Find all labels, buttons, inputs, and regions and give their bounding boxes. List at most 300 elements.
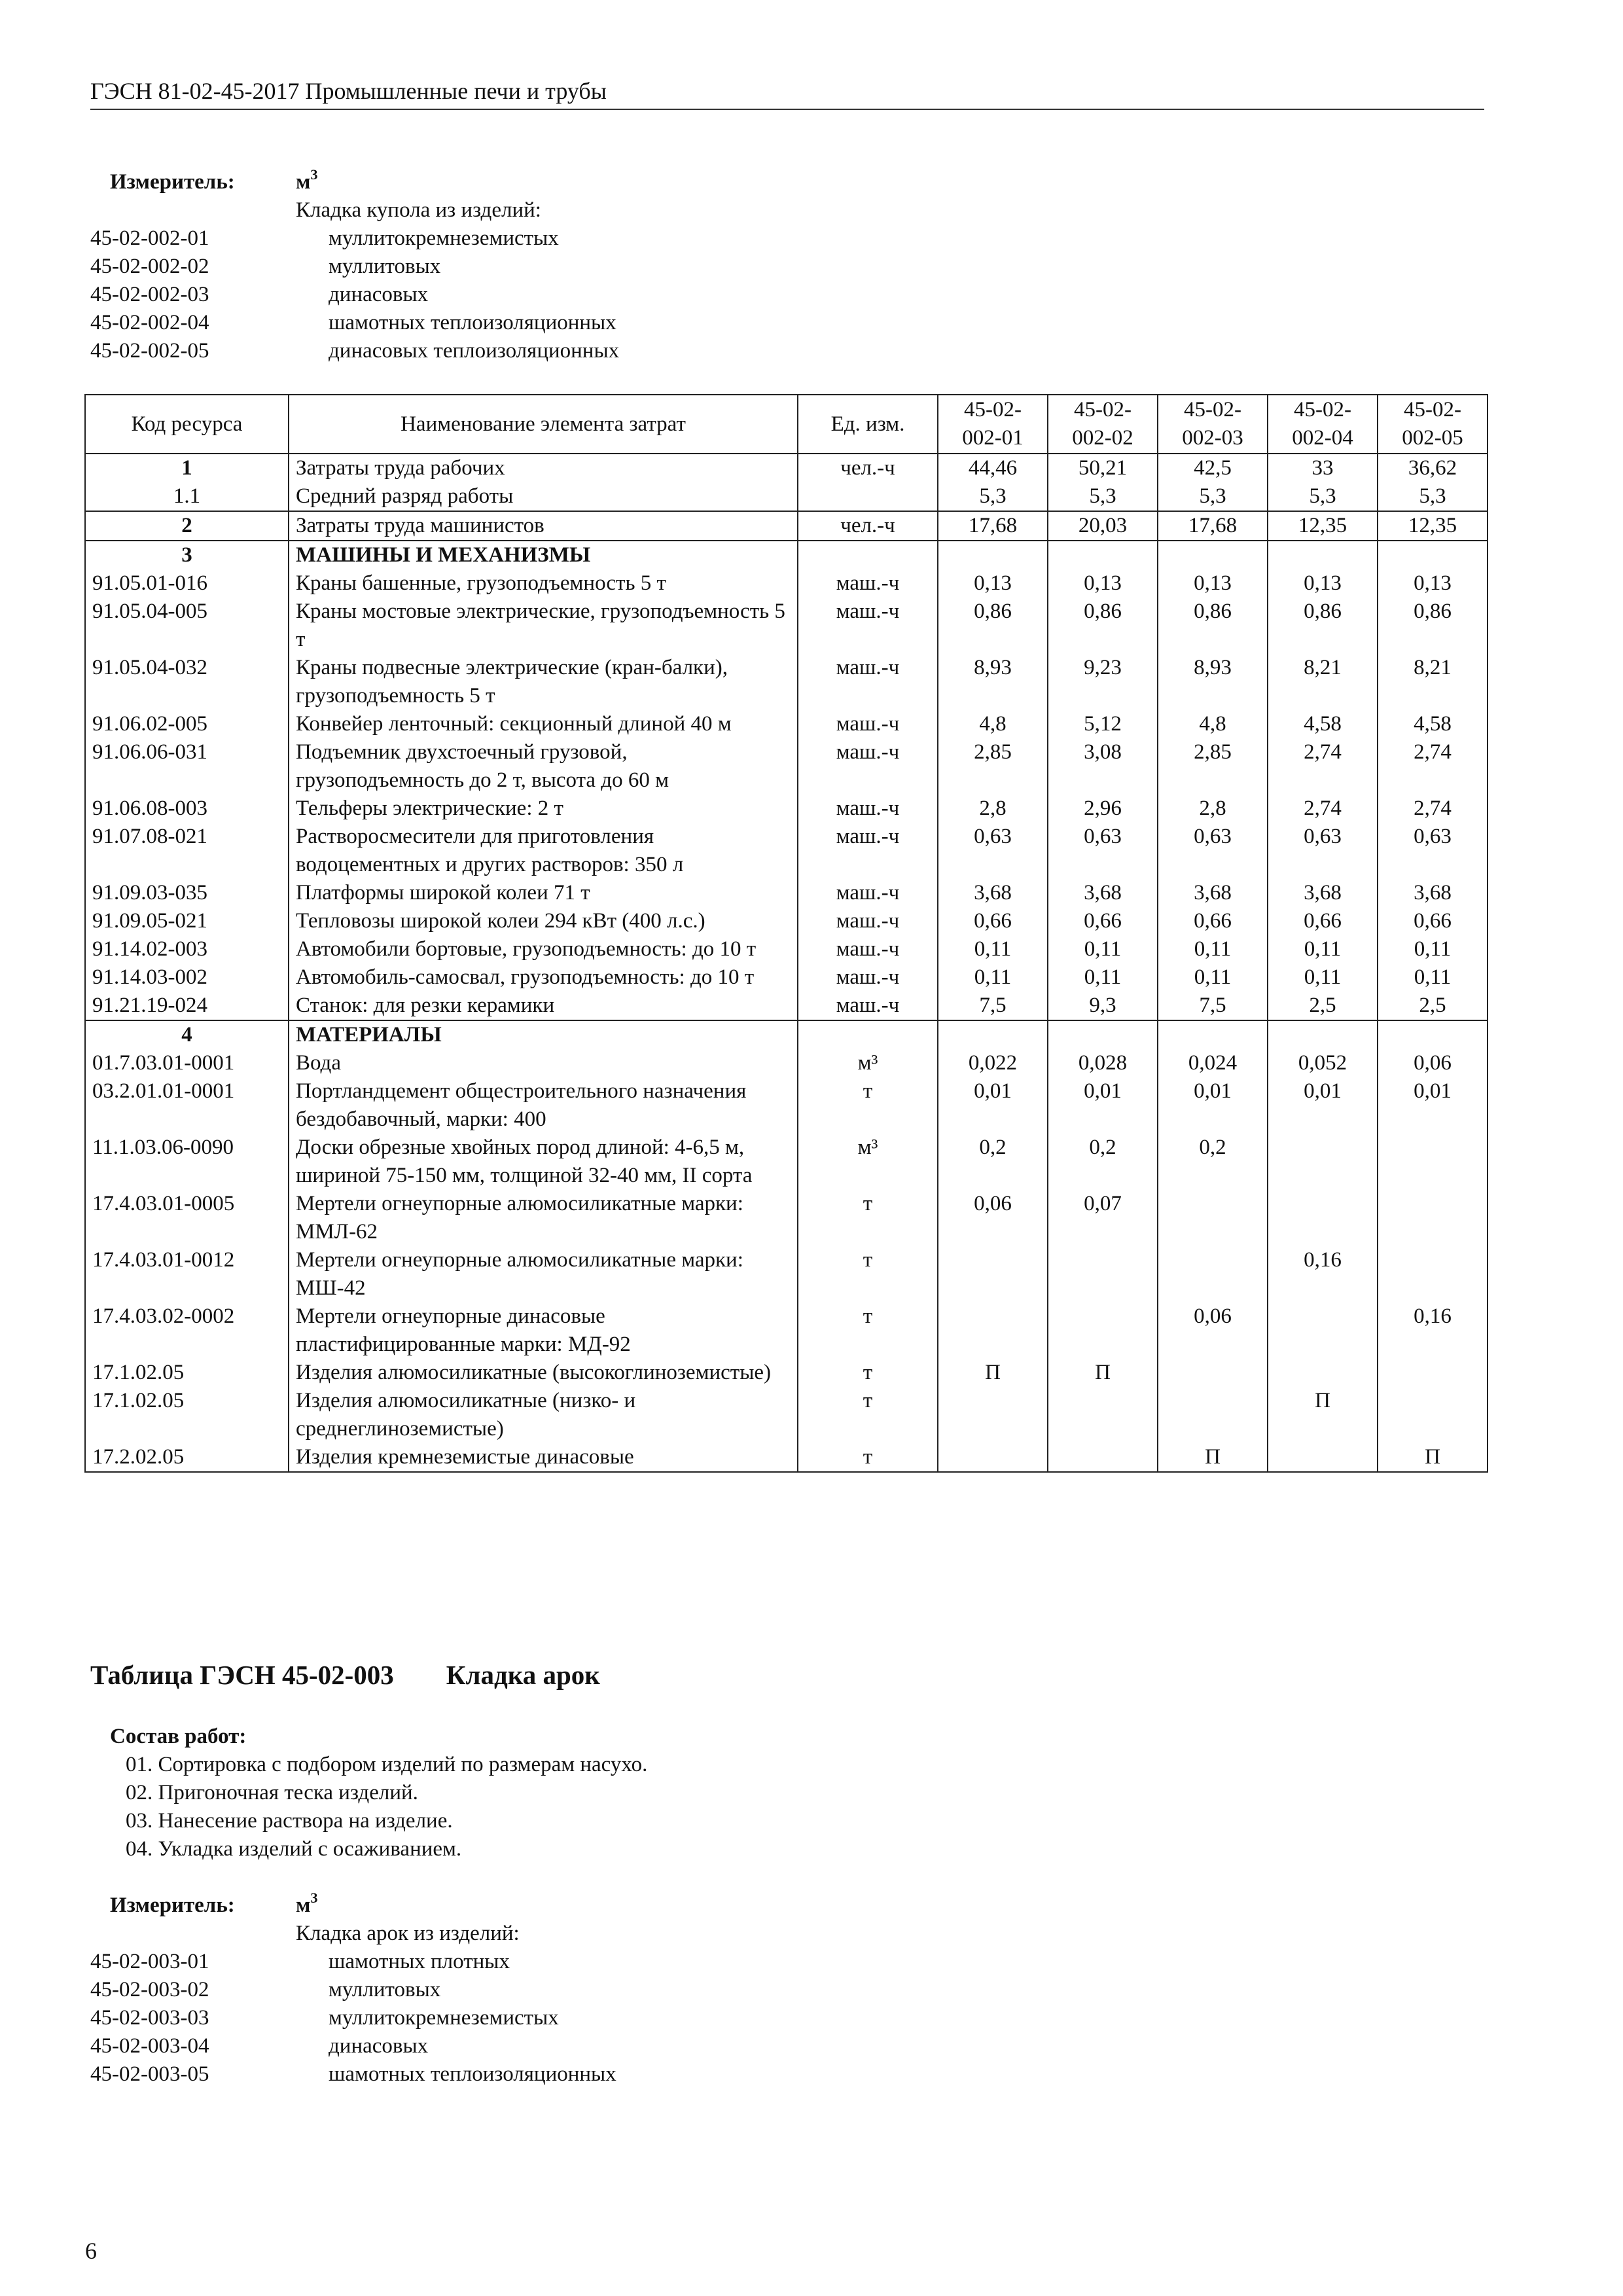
table-row bbox=[85, 710, 1488, 738]
cell-name: Растворосмесители для приготовления водоцементных и других растворов: 350 л bbox=[289, 823, 798, 879]
cell-value-3: 4,8 bbox=[1158, 710, 1268, 738]
works-item: 02. Пригоночная теска изделий. bbox=[126, 1781, 418, 1804]
cell-value-4: 0,11 bbox=[1268, 963, 1378, 992]
cell-value-5: 2,74 bbox=[1378, 738, 1488, 795]
meter-item-code: 45-02-002-05 bbox=[90, 339, 209, 363]
cell-value-5 bbox=[1378, 1359, 1488, 1387]
cell-name: Станок: для резки керамики bbox=[289, 992, 798, 1020]
meter-item bbox=[90, 1948, 616, 1976]
cell-value-2: 5,3 bbox=[1048, 482, 1158, 511]
meter-unit-sup: 3 bbox=[310, 166, 318, 183]
cell-unit: маш.-ч bbox=[798, 569, 938, 598]
cell-value-1 bbox=[938, 541, 1048, 569]
cell-unit: т bbox=[798, 1359, 938, 1387]
cell-code: 11.1.03.06-0090 bbox=[85, 1134, 289, 1190]
cell-value-3: 0,86 bbox=[1158, 598, 1268, 654]
meter-intro-row bbox=[90, 1920, 616, 1948]
cell-value-2: 20,03 bbox=[1048, 511, 1158, 541]
cell-name: Тельферы электрические: 2 т bbox=[289, 795, 798, 823]
cell-value-3: П bbox=[1158, 1443, 1268, 1472]
meter-item-code: 45-02-002-02 bbox=[90, 255, 209, 278]
cell-value-4: 2,5 bbox=[1268, 992, 1378, 1020]
table-row bbox=[85, 511, 1488, 541]
meter-item-code: 45-02-002-01 bbox=[90, 226, 209, 250]
meter-item-name: динасовых bbox=[329, 283, 429, 306]
cell-value-5: 3,68 bbox=[1378, 879, 1488, 907]
cell-value-5 bbox=[1378, 1020, 1488, 1049]
cell-value-2: 2,96 bbox=[1048, 795, 1158, 823]
header-col-2 bbox=[1048, 395, 1158, 454]
cell-name: Краны подвесные электрические (кран-балки), грузоподъемность 5 т bbox=[289, 654, 798, 710]
cell-value-3 bbox=[1158, 1359, 1268, 1387]
cell-value-4: 5,3 bbox=[1268, 482, 1378, 511]
meter-block-003 bbox=[90, 1892, 616, 2089]
cell-value-2 bbox=[1048, 1302, 1158, 1359]
cell-value-5 bbox=[1378, 1246, 1488, 1302]
cell-value-4: 0,16 bbox=[1268, 1246, 1378, 1302]
cell-code: 17.4.03.01-0005 bbox=[85, 1190, 289, 1246]
header-col-1 bbox=[938, 395, 1048, 454]
cell-value-3: 0,11 bbox=[1158, 963, 1268, 992]
cell-name: МАШИНЫ И МЕХАНИЗМЫ bbox=[289, 541, 798, 569]
meter-item-code: 45-02-003-05 bbox=[90, 2062, 209, 2086]
works-item: 01. Сортировка с подбором изделий по размерам насухо. bbox=[126, 1753, 648, 1776]
header-col-5 bbox=[1378, 395, 1488, 454]
meter-item bbox=[90, 2004, 616, 2032]
cell-value-4: 33 bbox=[1268, 454, 1378, 482]
cell-value-1: 17,68 bbox=[938, 511, 1048, 541]
cell-code: 91.07.08-021 bbox=[85, 823, 289, 879]
cell-unit: т bbox=[798, 1387, 938, 1443]
cell-value-2: 0,01 bbox=[1048, 1077, 1158, 1134]
cell-value-2 bbox=[1048, 541, 1158, 569]
cell-value-1: 2,85 bbox=[938, 738, 1048, 795]
meter-row bbox=[90, 168, 619, 196]
table-row bbox=[85, 795, 1488, 823]
meter-label bbox=[90, 1892, 296, 1920]
table-row bbox=[85, 1359, 1488, 1387]
header-col-line: 45-02- bbox=[964, 398, 1022, 422]
cell-value-1: П bbox=[938, 1359, 1048, 1387]
cell-code: 4 bbox=[85, 1020, 289, 1049]
cell-value-3 bbox=[1158, 1387, 1268, 1443]
cell-value-3: 0,13 bbox=[1158, 569, 1268, 598]
cell-name: Автомобиль-самосвал, грузоподъемность: до 10 т bbox=[289, 963, 798, 992]
cell-value-2 bbox=[1048, 1246, 1158, 1302]
cell-name: Мертели огнеупорные динасовые пластифицированные марки: МД-92 bbox=[289, 1302, 798, 1359]
table2-title bbox=[90, 1661, 600, 1689]
cell-value-2 bbox=[1048, 1020, 1158, 1049]
cell-name: Мертели огнеупорные алюмосиликатные марки: МШ-42 bbox=[289, 1246, 798, 1302]
cell-value-5 bbox=[1378, 1387, 1488, 1443]
header-col-line: 002-01 bbox=[962, 426, 1024, 450]
table-row bbox=[85, 569, 1488, 598]
meter-unit-text: м bbox=[296, 1893, 311, 1917]
cell-value-1: 0,11 bbox=[938, 935, 1048, 963]
cell-code: 1.1 bbox=[85, 482, 289, 511]
meter-item-name: динасовых теплоизоляционных bbox=[329, 339, 620, 363]
cell-value-3: 2,85 bbox=[1158, 738, 1268, 795]
meter-item bbox=[90, 224, 619, 253]
cell-unit: м³ bbox=[798, 1134, 938, 1190]
cell-value-2 bbox=[1048, 1387, 1158, 1443]
cell-unit: маш.-ч bbox=[798, 823, 938, 879]
meter-item bbox=[90, 281, 619, 309]
cell-code: 03.2.01.01-0001 bbox=[85, 1077, 289, 1134]
cell-value-4 bbox=[1268, 1190, 1378, 1246]
meter-item bbox=[90, 2060, 616, 2089]
cell-value-4 bbox=[1268, 1134, 1378, 1190]
cell-unit: чел.-ч bbox=[798, 511, 938, 541]
cell-value-4: П bbox=[1268, 1387, 1378, 1443]
cell-value-5: 2,74 bbox=[1378, 795, 1488, 823]
cell-unit bbox=[798, 541, 938, 569]
cell-value-5 bbox=[1378, 1134, 1488, 1190]
cell-value-2: П bbox=[1048, 1359, 1158, 1387]
cell-value-4: 0,13 bbox=[1268, 569, 1378, 598]
header-col-line: 45-02- bbox=[1074, 398, 1132, 422]
cell-value-5: 4,58 bbox=[1378, 710, 1488, 738]
cell-unit: маш.-ч bbox=[798, 992, 938, 1020]
cell-value-1: 0,63 bbox=[938, 823, 1048, 879]
cell-code: 1 bbox=[85, 454, 289, 482]
cell-value-4: 0,01 bbox=[1268, 1077, 1378, 1134]
cell-value-1: 8,93 bbox=[938, 654, 1048, 710]
cell-value-2: 0,07 bbox=[1048, 1190, 1158, 1246]
cell-value-4 bbox=[1268, 1359, 1378, 1387]
header-col-3 bbox=[1158, 395, 1268, 454]
cell-value-2: 0,13 bbox=[1048, 569, 1158, 598]
cell-name: Краны башенные, грузоподъемность 5 т bbox=[289, 569, 798, 598]
cell-value-4: 0,63 bbox=[1268, 823, 1378, 879]
header-col-4 bbox=[1268, 395, 1378, 454]
cell-value-5: 0,11 bbox=[1378, 963, 1488, 992]
header-unit: Ед. изм. bbox=[798, 395, 938, 454]
cell-code: 91.21.19-024 bbox=[85, 992, 289, 1020]
meter-item-code: 45-02-002-03 bbox=[90, 283, 209, 306]
cell-value-5 bbox=[1378, 541, 1488, 569]
cell-value-2: 9,23 bbox=[1048, 654, 1158, 710]
meter-item bbox=[90, 2032, 616, 2060]
cell-unit bbox=[798, 482, 938, 511]
cell-value-3: 7,5 bbox=[1158, 992, 1268, 1020]
meter-unit bbox=[296, 1892, 616, 1920]
meter-unit bbox=[296, 168, 619, 196]
header-name: Наименование элемента затрат bbox=[289, 395, 798, 454]
cell-unit: т bbox=[798, 1077, 938, 1134]
cell-value-4: 0,86 bbox=[1268, 598, 1378, 654]
cell-value-2: 3,68 bbox=[1048, 879, 1158, 907]
meter-item-name: муллитокремнеземистых bbox=[329, 2006, 559, 2030]
works-item: 04. Укладка изделий с осаживанием. bbox=[126, 1837, 462, 1861]
table-row bbox=[85, 1020, 1488, 1049]
cell-value-1: 44,46 bbox=[938, 454, 1048, 482]
cell-value-2: 0,2 bbox=[1048, 1134, 1158, 1190]
table-row bbox=[85, 1190, 1488, 1246]
cell-code: 17.1.02.05 bbox=[85, 1359, 289, 1387]
header-col-line: 002-04 bbox=[1292, 426, 1353, 450]
table2-title-code: Таблица ГЭСН 45-02-003 bbox=[90, 1660, 394, 1690]
cell-value-5: 0,86 bbox=[1378, 598, 1488, 654]
cell-code: 17.4.03.02-0002 bbox=[85, 1302, 289, 1359]
cell-value-5: 12,35 bbox=[1378, 511, 1488, 541]
cell-name: Изделия кремнеземистые динасовые bbox=[289, 1443, 798, 1472]
cell-value-2: 3,08 bbox=[1048, 738, 1158, 795]
cell-value-3: 0,01 bbox=[1158, 1077, 1268, 1134]
cell-value-1: 5,3 bbox=[938, 482, 1048, 511]
meter-item-code: 45-02-003-02 bbox=[90, 1978, 209, 2001]
cell-name: Доски обрезные хвойных пород длиной: 4-6,5 м, шириной 75-150 мм, толщиной 32-40 мм, II сорта bbox=[289, 1134, 798, 1190]
cell-value-3: 42,5 bbox=[1158, 454, 1268, 482]
table-row bbox=[85, 1443, 1488, 1472]
cell-value-3 bbox=[1158, 1020, 1268, 1049]
cell-value-1: 2,8 bbox=[938, 795, 1048, 823]
cell-value-3: 2,8 bbox=[1158, 795, 1268, 823]
header-col-line: 45-02- bbox=[1184, 398, 1241, 422]
header-col-line: 45-02- bbox=[1404, 398, 1461, 422]
cell-name: Тепловозы широкой колеи 294 кВт (400 л.с.) bbox=[289, 907, 798, 935]
cell-name: МАТЕРИАЛЫ bbox=[289, 1020, 798, 1049]
header-col-line: 002-03 bbox=[1182, 426, 1243, 450]
cell-value-3 bbox=[1158, 541, 1268, 569]
cell-value-3: 5,3 bbox=[1158, 482, 1268, 511]
cell-value-1 bbox=[938, 1246, 1048, 1302]
cell-unit: маш.-ч bbox=[798, 879, 938, 907]
cell-value-4: 0,11 bbox=[1268, 935, 1378, 963]
cell-name: Платформы широкой колеи 71 т bbox=[289, 879, 798, 907]
cell-value-1 bbox=[938, 1387, 1048, 1443]
cell-value-1: 0,86 bbox=[938, 598, 1048, 654]
cell-value-5: П bbox=[1378, 1443, 1488, 1472]
cell-value-1 bbox=[938, 1020, 1048, 1049]
cell-value-3 bbox=[1158, 1190, 1268, 1246]
meter-item-name: муллитовых bbox=[329, 1978, 441, 2001]
meter-item-name: муллитокремнеземистых bbox=[329, 226, 559, 250]
cell-value-2: 5,12 bbox=[1048, 710, 1158, 738]
header-col-line: 002-02 bbox=[1072, 426, 1133, 450]
resource-table bbox=[84, 394, 1488, 1473]
cell-value-3: 0,66 bbox=[1158, 907, 1268, 935]
meter-item bbox=[90, 253, 619, 281]
cell-value-5: 0,63 bbox=[1378, 823, 1488, 879]
cell-unit: маш.-ч bbox=[798, 738, 938, 795]
cell-code: 91.05.04-032 bbox=[85, 654, 289, 710]
meter-item-name: шамотных плотных bbox=[329, 1950, 510, 1973]
cell-unit: маш.-ч bbox=[798, 710, 938, 738]
cell-name: Мертели огнеупорные алюмосиликатные марки: ММЛ-62 bbox=[289, 1190, 798, 1246]
cell-name: Подъемник двухстоечный грузовой, грузоподъемность до 2 т, высота до 60 м bbox=[289, 738, 798, 795]
cell-code: 91.14.03-002 bbox=[85, 963, 289, 992]
meter-item-name: динасовых bbox=[329, 2034, 429, 2058]
works-item: 03. Нанесение раствора на изделие. bbox=[126, 1809, 453, 1833]
cell-value-2: 0,028 bbox=[1048, 1049, 1158, 1077]
cell-unit: маш.-ч bbox=[798, 598, 938, 654]
table-row bbox=[85, 541, 1488, 569]
cell-name: Автомобили бортовые, грузоподъемность: до 10 т bbox=[289, 935, 798, 963]
cell-unit: т bbox=[798, 1443, 938, 1472]
cell-value-1 bbox=[938, 1443, 1048, 1472]
table-row bbox=[85, 1246, 1488, 1302]
cell-code: 2 bbox=[85, 511, 289, 541]
table-row bbox=[85, 1302, 1488, 1359]
cell-value-3: 17,68 bbox=[1158, 511, 1268, 541]
table-row bbox=[85, 482, 1488, 511]
cell-value-5: 0,13 bbox=[1378, 569, 1488, 598]
cell-code: 3 bbox=[85, 541, 289, 569]
cell-value-1: 0,06 bbox=[938, 1190, 1048, 1246]
cell-value-3: 0,024 bbox=[1158, 1049, 1268, 1077]
cell-value-2: 50,21 bbox=[1048, 454, 1158, 482]
cell-code: 17.4.03.01-0012 bbox=[85, 1246, 289, 1302]
cell-unit: м³ bbox=[798, 1049, 938, 1077]
header-rule bbox=[90, 109, 1484, 110]
cell-unit: т bbox=[798, 1246, 938, 1302]
cell-value-3: 0,63 bbox=[1158, 823, 1268, 879]
cell-code: 17.2.02.05 bbox=[85, 1443, 289, 1472]
header-code: Код ресурса bbox=[85, 395, 289, 454]
header-col-line: 002-05 bbox=[1402, 426, 1463, 450]
cell-value-1: 0,022 bbox=[938, 1049, 1048, 1077]
table-row bbox=[85, 823, 1488, 879]
table-row bbox=[85, 738, 1488, 795]
table-row bbox=[85, 454, 1488, 482]
meter-item bbox=[90, 1976, 616, 2004]
cell-name: Портландцемент общестроительного назначения бездобавочный, марки: 400 bbox=[289, 1077, 798, 1134]
cell-name: Затраты труда рабочих bbox=[289, 454, 798, 482]
meter-item bbox=[90, 337, 619, 365]
cell-value-1: 0,2 bbox=[938, 1134, 1048, 1190]
cell-unit: чел.-ч bbox=[798, 454, 938, 482]
cell-code: 91.09.05-021 bbox=[85, 907, 289, 935]
meter-item-name: шамотных теплоизоляционных bbox=[329, 2062, 616, 2086]
cell-name: Конвейер ленточный: секционный длиной 40 м bbox=[289, 710, 798, 738]
table-header-row bbox=[85, 395, 1488, 454]
cell-unit bbox=[798, 1020, 938, 1049]
cell-name: Вода bbox=[289, 1049, 798, 1077]
cell-value-5: 36,62 bbox=[1378, 454, 1488, 482]
meter-unit-text: м bbox=[296, 170, 311, 194]
meter-item-name: шамотных теплоизоляционных bbox=[329, 311, 616, 334]
cell-code: 91.05.01-016 bbox=[85, 569, 289, 598]
cell-value-2 bbox=[1048, 1443, 1158, 1472]
works-block bbox=[110, 1723, 647, 1863]
cell-value-1: 4,8 bbox=[938, 710, 1048, 738]
table-row bbox=[85, 598, 1488, 654]
meter-item-code: 45-02-003-01 bbox=[90, 1950, 209, 1973]
cell-value-1: 0,13 bbox=[938, 569, 1048, 598]
meter-label-text: Измеритель: bbox=[110, 1893, 235, 1917]
meter-intro: Кладка арок из изделий: bbox=[296, 1922, 520, 1945]
cell-value-3 bbox=[1158, 1246, 1268, 1302]
table-row bbox=[85, 1077, 1488, 1134]
cell-value-4: 4,58 bbox=[1268, 710, 1378, 738]
cell-code: 91.09.03-035 bbox=[85, 879, 289, 907]
cell-value-2: 0,66 bbox=[1048, 907, 1158, 935]
cell-value-1: 0,11 bbox=[938, 963, 1048, 992]
cell-value-4: 12,35 bbox=[1268, 511, 1378, 541]
cell-name: Затраты труда машинистов bbox=[289, 511, 798, 541]
header-col-line: 45-02- bbox=[1294, 398, 1351, 422]
cell-unit: маш.-ч bbox=[798, 795, 938, 823]
cell-code: 91.14.02-003 bbox=[85, 935, 289, 963]
cell-value-5 bbox=[1378, 1190, 1488, 1246]
table-row bbox=[85, 907, 1488, 935]
cell-value-3: 8,93 bbox=[1158, 654, 1268, 710]
cell-code: 91.05.04-005 bbox=[85, 598, 289, 654]
cell-value-4: 0,052 bbox=[1268, 1049, 1378, 1077]
meter-block-002 bbox=[90, 168, 619, 365]
table-row bbox=[85, 935, 1488, 963]
meter-row bbox=[90, 1892, 616, 1920]
meter-item-code: 45-02-002-04 bbox=[90, 311, 209, 334]
cell-value-4: 8,21 bbox=[1268, 654, 1378, 710]
cell-code: 01.7.03.01-0001 bbox=[85, 1049, 289, 1077]
meter-intro-row bbox=[90, 196, 619, 224]
cell-value-4: 3,68 bbox=[1268, 879, 1378, 907]
cell-value-3: 0,06 bbox=[1158, 1302, 1268, 1359]
cell-code: 91.06.08-003 bbox=[85, 795, 289, 823]
cell-value-2: 9,3 bbox=[1048, 992, 1158, 1020]
cell-value-4: 2,74 bbox=[1268, 738, 1378, 795]
cell-value-2: 0,86 bbox=[1048, 598, 1158, 654]
meter-item-code: 45-02-003-04 bbox=[90, 2034, 209, 2058]
meter-item-name: муллитовых bbox=[329, 255, 441, 278]
cell-unit: маш.-ч bbox=[798, 963, 938, 992]
cell-code: 17.1.02.05 bbox=[85, 1387, 289, 1443]
cell-value-1: 7,5 bbox=[938, 992, 1048, 1020]
cell-value-2: 0,63 bbox=[1048, 823, 1158, 879]
meter-label-text: Измеритель: bbox=[110, 170, 235, 194]
cell-value-1: 0,66 bbox=[938, 907, 1048, 935]
cell-name: Средний разряд работы bbox=[289, 482, 798, 511]
cell-unit: т bbox=[798, 1302, 938, 1359]
cell-value-5: 5,3 bbox=[1378, 482, 1488, 511]
cell-value-5: 0,06 bbox=[1378, 1049, 1488, 1077]
cell-value-2: 0,11 bbox=[1048, 963, 1158, 992]
cell-value-3: 0,11 bbox=[1158, 935, 1268, 963]
cell-name: Краны мостовые электрические, грузоподъемность 5 т bbox=[289, 598, 798, 654]
cell-unit: маш.-ч bbox=[798, 907, 938, 935]
cell-value-4 bbox=[1268, 1020, 1378, 1049]
page-number: 6 bbox=[85, 2238, 97, 2264]
cell-value-2: 0,11 bbox=[1048, 935, 1158, 963]
running-header: ГЭСН 81-02-45-2017 Промышленные печи и трубы bbox=[90, 78, 607, 104]
cell-value-4: 2,74 bbox=[1268, 795, 1378, 823]
cell-unit: маш.-ч bbox=[798, 654, 938, 710]
meter-intro: Кладка купола из изделий: bbox=[296, 198, 541, 222]
table-row bbox=[85, 963, 1488, 992]
cell-value-4 bbox=[1268, 541, 1378, 569]
table-row bbox=[85, 879, 1488, 907]
cell-name: Изделия алюмосиликатные (низко- и среднеглиноземистые) bbox=[289, 1387, 798, 1443]
table-row bbox=[85, 1387, 1488, 1443]
cell-name: Изделия алюмосиликатные (высокоглиноземистые) bbox=[289, 1359, 798, 1387]
cell-value-3: 0,2 bbox=[1158, 1134, 1268, 1190]
cell-value-1 bbox=[938, 1302, 1048, 1359]
meter-unit-sup: 3 bbox=[310, 1890, 318, 1906]
meter-item-code: 45-02-003-03 bbox=[90, 2006, 209, 2030]
meter-item bbox=[90, 309, 619, 337]
cell-value-5: 0,11 bbox=[1378, 935, 1488, 963]
cell-value-1: 3,68 bbox=[938, 879, 1048, 907]
cell-value-4 bbox=[1268, 1302, 1378, 1359]
cell-value-3: 3,68 bbox=[1158, 879, 1268, 907]
cell-value-4: 0,66 bbox=[1268, 907, 1378, 935]
cell-code: 91.06.02-005 bbox=[85, 710, 289, 738]
cell-value-5: 0,01 bbox=[1378, 1077, 1488, 1134]
cell-code: 91.06.06-031 bbox=[85, 738, 289, 795]
cell-value-5: 8,21 bbox=[1378, 654, 1488, 710]
